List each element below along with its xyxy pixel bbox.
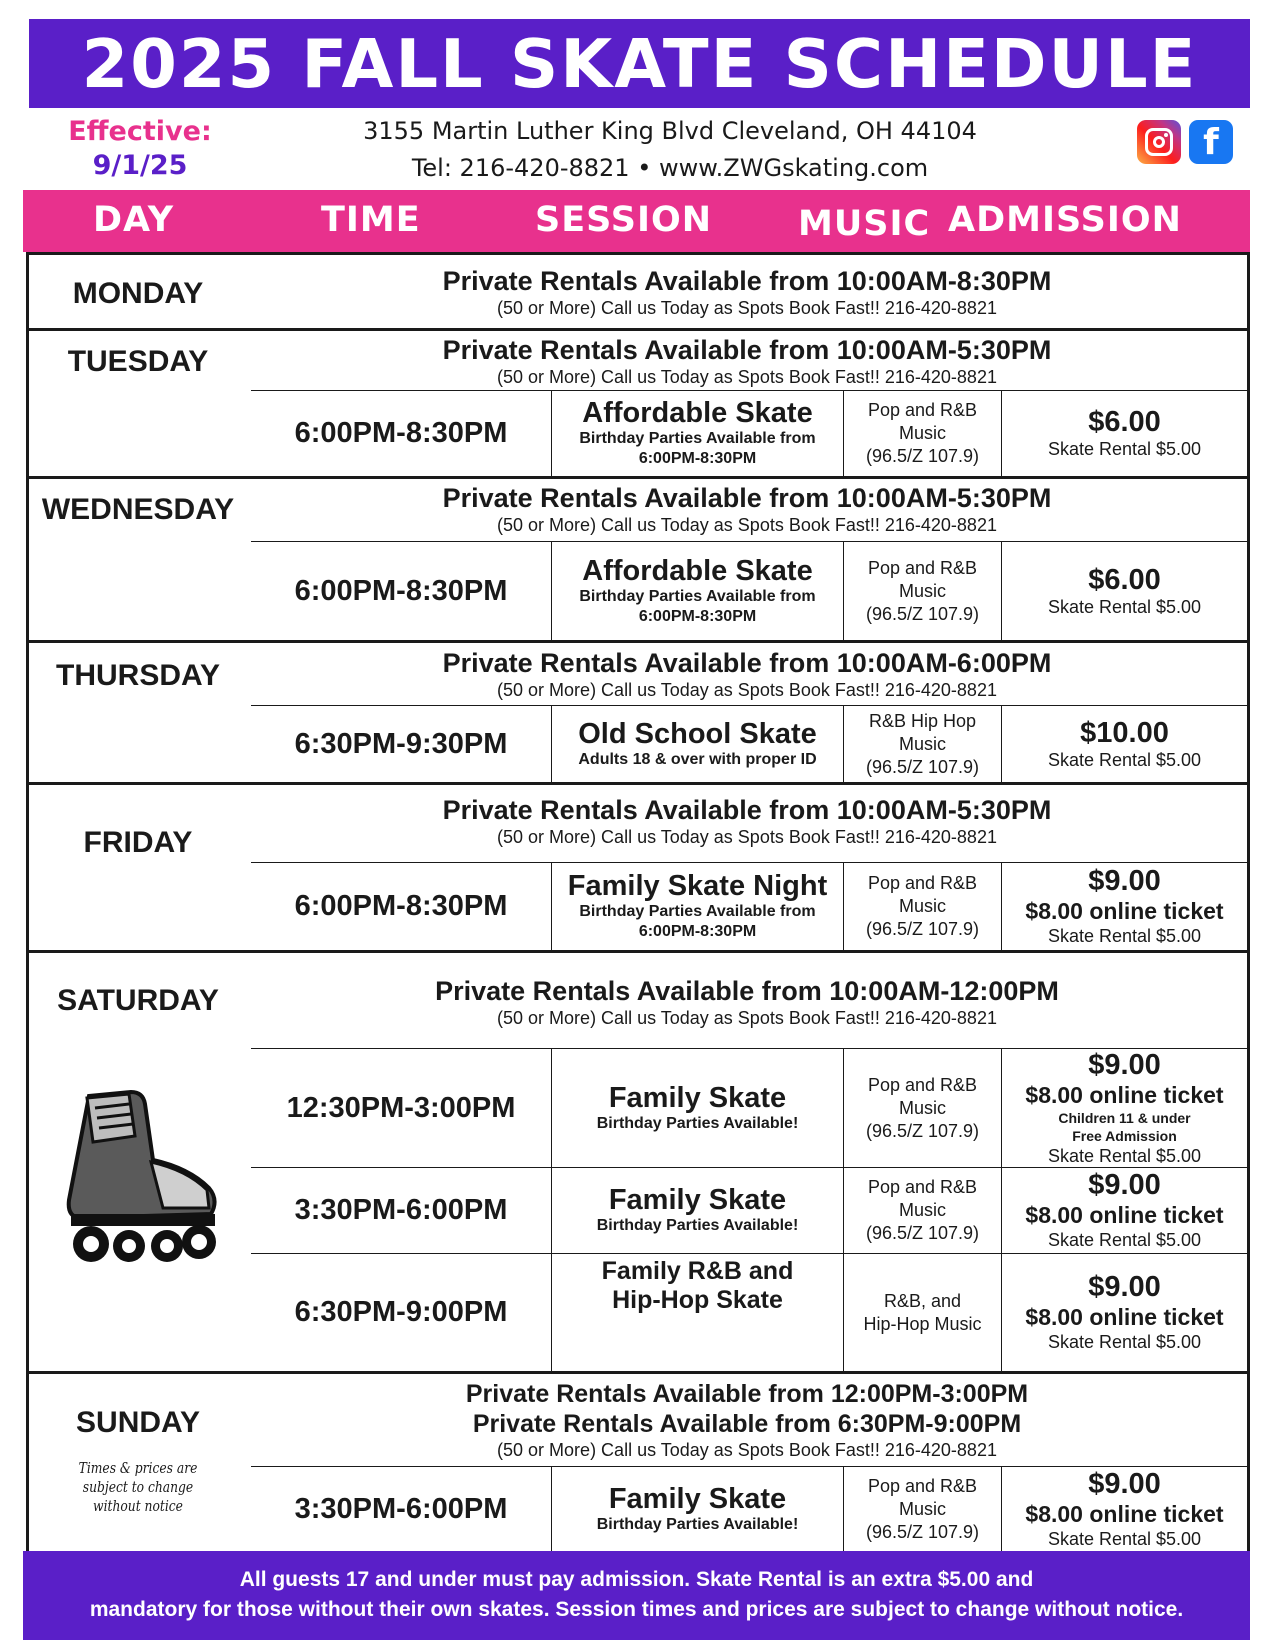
online-ticket-price: $8.00 online ticket: [1025, 1304, 1224, 1330]
music-line: Music: [898, 580, 946, 601]
music-line: (96.5/Z 107.9): [865, 1521, 980, 1542]
online-ticket-price: $8.00 online ticket: [1025, 1202, 1224, 1228]
session-title: Family Skate: [608, 1081, 787, 1114]
private-rentals: [247, 976, 1247, 1029]
session-time: 6:00PM-8:30PM: [294, 890, 508, 922]
session-subtitle: 6:00PM-8:30PM: [638, 450, 757, 467]
session-info: [551, 391, 843, 476]
saturday-block: [26, 953, 1250, 1374]
skate-rental: Skate Rental $5.00: [1047, 596, 1202, 617]
session-info: [551, 706, 843, 782]
column-header: [23, 190, 1250, 252]
day-name: FRIDAY: [83, 826, 193, 859]
music-line: Music: [898, 896, 946, 916]
private-rentals: [247, 266, 1247, 319]
private-rentals: [247, 483, 1247, 536]
rental-note: (50 or More) Call us Today as Spots Book Fast!! 216-420-8821: [497, 298, 997, 318]
children-note: Children 11 & under: [1058, 1109, 1191, 1126]
friday-block: [26, 785, 1250, 953]
sunday-block: [26, 1374, 1250, 1551]
rental-hours: Private Rentals Available from 10:00AM-12:00PM: [435, 976, 1059, 1006]
session-subtitle: 6:00PM-8:30PM: [638, 923, 757, 940]
session-subtitle: Birthday Parties Available!: [596, 1114, 799, 1132]
music-line: Music: [898, 1097, 946, 1118]
wednesday-block: [26, 479, 1250, 643]
rental-hours: Private Rentals Available from 10:00AM-8:30PM: [442, 266, 1052, 296]
session-time: 6:30PM-9:00PM: [294, 1296, 508, 1328]
private-rentals: [247, 1379, 1247, 1461]
effective-label: Effective:: [68, 116, 212, 147]
music-line: (96.5/Z 107.9): [865, 1120, 980, 1141]
music-line: (96.5/Z 107.9): [865, 603, 980, 624]
session-admission: [1001, 1168, 1247, 1253]
session-music: [843, 706, 1001, 782]
rental-note: (50 or More) Call us Today as Spots Book Fast!! 216-420-8821: [497, 680, 997, 700]
session-row: [251, 1167, 1247, 1253]
session-subtitle: Birthday Parties Available!: [596, 1217, 799, 1234]
instagram-icon[interactable]: [1137, 120, 1181, 164]
session-admission: [1001, 391, 1247, 476]
admission-price: $9.00: [1088, 1467, 1161, 1500]
admission-price: $6.00: [1088, 406, 1161, 438]
session-title: Family R&B and: [601, 1257, 794, 1285]
facebook-icon[interactable]: f: [1189, 120, 1233, 164]
session-subtitle: Adults 18 & over with proper ID: [578, 750, 817, 768]
session-time: 6:00PM-8:30PM: [294, 417, 508, 449]
session-row: [251, 1466, 1247, 1551]
rental-hours: Private Rentals Available from 10:00AM-6:00PM: [442, 648, 1052, 678]
session-music: [843, 863, 1001, 950]
session-time: 3:30PM-6:00PM: [294, 1194, 508, 1226]
session-title: Family Skate: [608, 1184, 787, 1216]
rental-note: (50 or More) Call us Today as Spots Book Fast!! 216-420-8821: [497, 367, 997, 387]
session-info: [551, 1467, 843, 1551]
session-row: [251, 541, 1247, 640]
day-name: WEDNESDAY: [41, 493, 235, 526]
session-info: [551, 1049, 843, 1167]
day-name: THURSDAY: [56, 659, 220, 692]
skate-rental: Skate Rental $5.00: [1047, 1528, 1202, 1549]
session-title: Old School Skate: [578, 717, 817, 750]
music-line: R&B, and: [883, 1290, 962, 1311]
session-info: [551, 1168, 843, 1253]
footer-line: All guests 17 and under must pay admission. Skate Rental is an extra $5.00 and: [239, 1568, 1034, 1591]
admission-price: $10.00: [1080, 716, 1169, 749]
disclaimer-line: subject to change: [82, 1478, 194, 1496]
session-subtitle: Birthday Parties Available!: [596, 1515, 799, 1533]
admission-price: $9.00: [1088, 865, 1161, 897]
music-line: Music: [898, 733, 946, 754]
footer-notice: [23, 1551, 1250, 1640]
session-time: 6:30PM-9:30PM: [294, 727, 508, 760]
music-line: Hip-Hop Music: [863, 1313, 982, 1334]
private-rentals: [247, 648, 1247, 701]
session-music: [843, 1168, 1001, 1253]
music-line: Pop and R&B: [867, 1177, 978, 1197]
online-ticket-price: $8.00 online ticket: [1025, 898, 1224, 924]
skate-rental: Skate Rental $5.00: [1047, 1230, 1202, 1250]
music-line: Pop and R&B: [867, 1475, 978, 1496]
schedule-title: 2025 FALL SKATE SCHEDULE: [29, 19, 1250, 108]
session-admission: [1001, 863, 1247, 950]
rental-note: (50 or More) Call us Today as Spots Book Fast!! 216-420-8821: [497, 1440, 997, 1460]
tuesday-block: [26, 331, 1250, 479]
session-title: Affordable Skate: [582, 397, 813, 429]
session-admission: [1001, 542, 1247, 640]
day-name: MONDAY: [72, 277, 204, 310]
music-line: Pop and R&B: [867, 1074, 978, 1095]
session-info: [551, 1254, 843, 1371]
session-music: [843, 1049, 1001, 1167]
session-admission: [1001, 1254, 1247, 1371]
skate-rental: Skate Rental $5.00: [1047, 926, 1202, 946]
header-admission: ADMISSION: [948, 200, 1182, 240]
music-line: Music: [898, 423, 946, 443]
footer-line: mandatory for those without their own skates. Session times and prices are subject to change without notice.: [89, 1598, 1184, 1621]
session-subtitle: 6:00PM-8:30PM: [638, 607, 757, 625]
session-music: [843, 1467, 1001, 1551]
session-subtitle: Birthday Parties Available from: [579, 430, 816, 447]
effective-date: [40, 115, 240, 183]
music-line: Pop and R&B: [867, 557, 978, 578]
header-day: DAY: [93, 200, 175, 240]
session-title: Affordable Skate: [582, 554, 813, 587]
session-title: Family Skate: [608, 1482, 787, 1515]
online-ticket-price: $8.00 online ticket: [1025, 1500, 1224, 1527]
session-music: [843, 391, 1001, 476]
session-admission: [1001, 1049, 1247, 1167]
rental-note: (50 or More) Call us Today as Spots Book Fast!! 216-420-8821: [497, 1008, 997, 1028]
session-row: [251, 390, 1247, 476]
skate-rental: Skate Rental $5.00: [1047, 1145, 1202, 1166]
disclaimer-line: without notice: [93, 1497, 183, 1515]
rental-note: (50 or More) Call us Today as Spots Book Fast!! 216-420-8821: [497, 515, 997, 535]
phone-website: Tel: 216-420-8821 • www.ZWGskating.com: [411, 154, 929, 182]
day-name: SATURDAY: [57, 984, 219, 1017]
session-info: [551, 863, 843, 950]
session-info: [551, 542, 843, 640]
music-line: (96.5/Z 107.9): [865, 919, 980, 939]
session-row: [251, 1253, 1247, 1371]
free-admission-note: Free Admission: [1072, 1127, 1177, 1144]
session-row: [251, 1048, 1247, 1167]
private-rentals: [247, 795, 1247, 848]
monday-block: [26, 252, 1250, 331]
header-session: SESSION: [535, 200, 713, 240]
music-line: Music: [898, 1200, 946, 1220]
session-title: Family Skate Night: [567, 870, 828, 902]
music-line: Pop and R&B: [867, 873, 978, 893]
session-row: [251, 862, 1247, 950]
admission-price: $6.00: [1088, 563, 1161, 596]
session-admission: [1001, 1467, 1247, 1551]
skate-rental: Skate Rental $5.00: [1047, 1332, 1202, 1352]
private-rentals: [247, 335, 1247, 388]
music-line: (96.5/Z 107.9): [865, 756, 980, 777]
day-name: TUESDAY: [67, 345, 209, 378]
admission-price: $9.00: [1088, 1048, 1161, 1081]
online-ticket-price: $8.00 online ticket: [1025, 1081, 1224, 1108]
session-title: Hip-Hop Skate: [612, 1286, 783, 1314]
disclaimer-note: [65, 1459, 211, 1516]
admission-price: $9.00: [1088, 1169, 1161, 1201]
session-time: 6:00PM-8:30PM: [294, 574, 508, 607]
music-line: Pop and R&B: [867, 400, 978, 420]
disclaimer-line: Times & prices are: [78, 1459, 198, 1477]
rental-hours: Private Rentals Available from 12:00PM-3:00PM: [465, 1380, 1029, 1408]
skate-rental: Skate Rental $5.00: [1047, 439, 1202, 459]
session-subtitle: Birthday Parties Available from: [579, 903, 816, 920]
session-music: [843, 1254, 1001, 1371]
session-music: [843, 542, 1001, 640]
session-admission: [1001, 706, 1247, 782]
header-time: TIME: [321, 200, 421, 240]
music-line: R&B Hip Hop: [868, 710, 977, 731]
rental-hours: Private Rentals Available from 6:30PM-9:00PM: [472, 1410, 1022, 1438]
effective-value: 9/1/25: [92, 150, 188, 181]
music-line: (96.5/Z 107.9): [865, 446, 980, 466]
rental-hours: Private Rentals Available from 10:00AM-5:30PM: [442, 483, 1052, 513]
session-time: 12:30PM-3:00PM: [286, 1091, 516, 1124]
day-name: SUNDAY: [76, 1406, 200, 1439]
rental-hours: Private Rentals Available from 10:00AM-5:30PM: [442, 335, 1052, 365]
contact-info: [300, 113, 1040, 187]
roller-skate-icon: [59, 1088, 219, 1273]
skate-rental: Skate Rental $5.00: [1047, 749, 1202, 770]
rental-hours: Private Rentals Available from 10:00AM-5:30PM: [442, 795, 1052, 825]
music-line: Music: [898, 1498, 946, 1519]
music-line: (96.5/Z 107.9): [865, 1223, 980, 1243]
admission-price: $9.00: [1088, 1271, 1161, 1303]
session-subtitle: Birthday Parties Available from: [579, 587, 816, 605]
thursday-block: [26, 643, 1250, 785]
header-music: MUSIC: [798, 204, 931, 244]
session-time: 3:30PM-6:00PM: [294, 1492, 508, 1525]
address: 3155 Martin Luther King Blvd Cleveland, OH 44104: [363, 117, 977, 145]
session-row: [251, 705, 1247, 782]
rental-note: (50 or More) Call us Today as Spots Book Fast!! 216-420-8821: [497, 827, 997, 847]
